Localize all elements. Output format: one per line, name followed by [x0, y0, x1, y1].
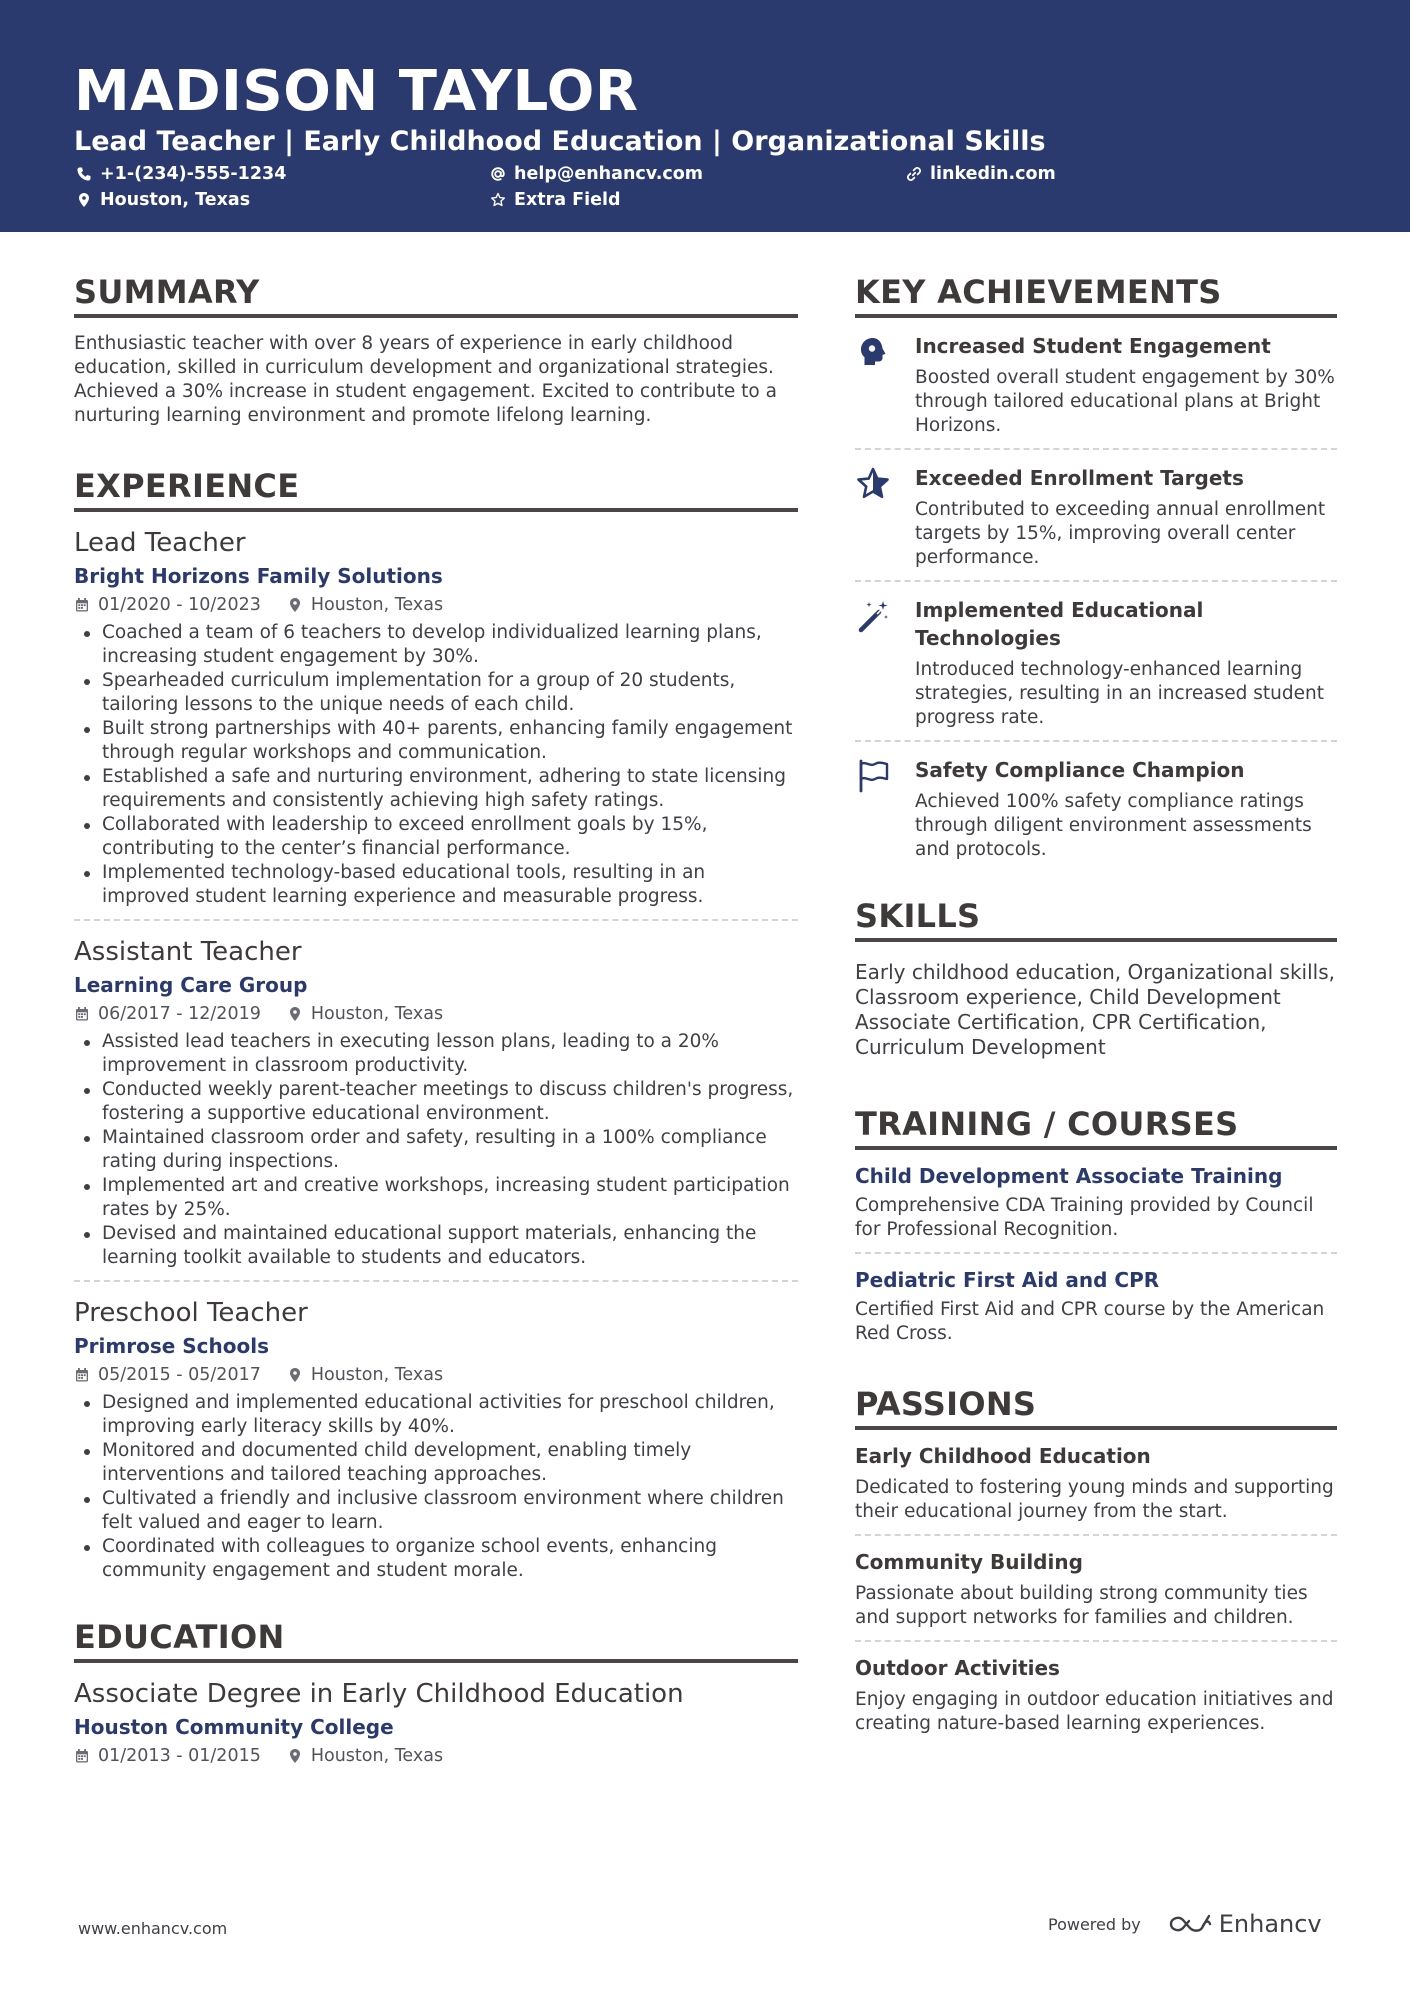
achievement-title: Increased Student Engagement: [915, 334, 1271, 358]
bullet-item: Built strong partnerships with 40+ parents, enhancing family engagement through regular workshops and communication.: [74, 717, 798, 765]
passion-item: [855, 1430, 1337, 1536]
job-bullets: [74, 1030, 798, 1270]
education-dates: 01/2013 - 01/2015: [98, 1746, 261, 1766]
job-title: Preschool Teacher: [74, 1298, 308, 1328]
achievement-icon-wrap: [855, 596, 915, 730]
location-pin-icon: [76, 192, 92, 208]
left-column: [74, 272, 798, 1778]
bullet-item: Implemented technology-based educational tools, resulting in an improved student learning experience and measurable progress.: [74, 861, 798, 909]
contact-phone: [76, 163, 286, 185]
achievements-section: [855, 272, 1337, 872]
job-location: [287, 1002, 443, 1026]
candidate-tagline: Lead Teacher | Early Childhood Education | Organizational Skills: [74, 126, 1046, 157]
course-item: [855, 1150, 1337, 1254]
achievement-desc: Introduced technology-enhanced learning strategies, resulting in an increased student progress rate.: [915, 659, 1324, 728]
candidate-name: MADISON TAYLOR: [74, 59, 639, 124]
achievement-icon-wrap: [855, 464, 915, 570]
email-text: help@enhancv.com: [514, 164, 704, 184]
passions-heading: PASSIONS: [855, 1384, 1337, 1430]
course-item: [855, 1254, 1337, 1356]
job-location-text: Houston, Texas: [310, 595, 444, 615]
location-pin-icon: [287, 597, 303, 613]
footer-branding: [1048, 1910, 1322, 1938]
job-entry: [74, 512, 798, 921]
bullet-item: Monitored and documented child development, enabling timely interventions and tailored teaching approaches.: [74, 1439, 798, 1487]
passion-title: Early Childhood Education: [855, 1444, 1151, 1468]
bullet-item: Maintained classroom order and safety, resulting in a 100% compliance rating during inspections.: [74, 1126, 798, 1174]
job-company: Primrose Schools: [74, 1334, 269, 1358]
achievement-desc: Boosted overall student engagement by 30% through tailored educational plans at Bright Horizons.: [915, 367, 1335, 436]
phone-icon: [76, 166, 92, 182]
achievement-item: [855, 450, 1337, 582]
job-dates: 05/2015 - 05/2017: [98, 1365, 261, 1385]
calendar-icon: [74, 597, 90, 613]
summary-heading: SUMMARY: [74, 272, 798, 318]
job-location-text: Houston, Texas: [310, 1004, 444, 1024]
passion-title: Community Building: [855, 1550, 1083, 1574]
job-bullets: [74, 1391, 798, 1583]
bullet-item: Assisted lead teachers in executing lesson plans, leading to a 20% improvement in classroom productivity.: [74, 1030, 798, 1078]
job-company: Learning Care Group: [74, 973, 308, 997]
location-pin-icon: [287, 1006, 303, 1022]
achievement-title: Exceeded Enrollment Targets: [915, 466, 1244, 490]
education-location: [287, 1744, 443, 1768]
bullet-item: Devised and maintained educational support materials, enhancing the learning toolkit available to students and educators.: [74, 1222, 798, 1270]
job-bullets: [74, 621, 798, 909]
contact-extra: [490, 189, 621, 211]
contact-email[interactable]: [490, 163, 703, 185]
bullet-item: Established a safe and nurturing environment, adhering to state licensing requirements and consistently achieving high safety ratings.: [74, 765, 798, 813]
course-desc: Comprehensive CDA Training provided by Council for Professional Recognition.: [855, 1195, 1314, 1240]
extra-field-text: Extra Field: [514, 190, 621, 210]
job-entry: [74, 1282, 798, 1593]
job-location: [287, 1363, 443, 1387]
achievement-item: [855, 742, 1337, 872]
passion-item: [855, 1642, 1337, 1746]
skills-text: Early childhood education, Organizational skills, Classroom experience, Child Development Associate Certification, CPR Certification, Curriculum Development: [855, 960, 1335, 1059]
head-icon: [855, 334, 891, 370]
passion-title: Outdoor Activities: [855, 1656, 1060, 1680]
achievement-icon-wrap: [855, 332, 915, 438]
passion-item: [855, 1536, 1337, 1642]
flag-icon: [855, 758, 891, 794]
calendar-icon: [74, 1367, 90, 1383]
job-location-text: Houston, Texas: [310, 1365, 444, 1385]
training-section: [855, 1104, 1337, 1356]
skills-section: [855, 896, 1337, 1060]
passions-section: [855, 1384, 1337, 1746]
course-title: Pediatric First Aid and CPR: [855, 1268, 1160, 1292]
course-title: Child Development Associate Training: [855, 1164, 1283, 1188]
star-icon: [855, 466, 891, 502]
phone-text: +1-(234)-555-1234: [100, 164, 287, 184]
course-desc: Certified First Aid and CPR course by the American Red Cross.: [855, 1299, 1325, 1344]
summary-text: Enthusiastic teacher with over 8 years of experience in early childhood education, skilled in curriculum development and organizational strategies. Achieved a 30% increase in student engagement. Excited to contribute to a nurturing learning environment and promote lifelong learning.: [74, 333, 777, 426]
education-heading: EDUCATION: [74, 1617, 798, 1663]
degree-title: Associate Degree in Early Childhood Education: [74, 1679, 684, 1709]
infinity-logo-icon: [1167, 1911, 1213, 1937]
education-section: [74, 1617, 798, 1778]
achievements-heading: KEY ACHIEVEMENTS: [855, 272, 1337, 318]
bullet-item: Implemented art and creative workshops, increasing student participation rates by 25%.: [74, 1174, 798, 1222]
passion-desc: Enjoy engaging in outdoor education initiatives and creating nature-based learning experiences.: [855, 1689, 1334, 1734]
job-location: [287, 593, 443, 617]
training-heading: TRAINING / COURSES: [855, 1104, 1337, 1150]
location-text: Houston, Texas: [100, 190, 251, 210]
powered-by-label: Powered by: [1048, 1914, 1141, 1934]
bullet-item: Collaborated with leadership to exceed enrollment goals by 15%, contributing to the center’s financial performance.: [74, 813, 798, 861]
job-meta: [74, 1002, 798, 1026]
passion-desc: Passionate about building strong community ties and support networks for families and children.: [855, 1583, 1308, 1628]
job-meta: [74, 1363, 798, 1387]
job-entry: [74, 921, 798, 1282]
magic-wand-icon: [855, 598, 891, 634]
experience-heading: EXPERIENCE: [74, 466, 798, 512]
bullet-item: Coordinated with colleagues to organize school events, enhancing community engagement and student morale.: [74, 1535, 798, 1583]
achievement-desc: Achieved 100% safety compliance ratings through diligent environment assessments and protocols.: [915, 791, 1312, 860]
education-location-text: Houston, Texas: [310, 1746, 444, 1766]
achievement-item: [855, 582, 1337, 742]
skills-heading: SKILLS: [855, 896, 1337, 942]
school-name: Houston Community College: [74, 1715, 394, 1739]
location-pin-icon: [287, 1367, 303, 1383]
education-meta: [74, 1744, 798, 1768]
at-sign-icon: [490, 166, 506, 182]
job-meta: [74, 593, 798, 617]
passion-desc: Dedicated to fostering young minds and supporting their educational journey from the start.: [855, 1477, 1334, 1522]
bullet-item: Conducted weekly parent-teacher meetings to discuss children's progress, fostering a supportive educational environment.: [74, 1078, 798, 1126]
job-dates: 06/2017 - 12/2019: [98, 1004, 261, 1024]
job-company: Bright Horizons Family Solutions: [74, 564, 443, 588]
experience-section: [74, 466, 798, 1593]
brand-logo[interactable]: [1167, 1910, 1322, 1938]
footer-website-link[interactable]: www.enhancv.com: [78, 1919, 228, 1938]
star-outline-icon: [490, 192, 506, 208]
bullet-item: Designed and implemented educational activities for preschool children, improving early literacy skills by 40%.: [74, 1391, 798, 1439]
calendar-icon: [74, 1748, 90, 1764]
job-dates: 01/2020 - 10/2023: [98, 595, 261, 615]
summary-section: [74, 272, 798, 428]
linkedin-text: linkedin.com: [930, 164, 1056, 184]
achievement-icon-wrap: [855, 756, 915, 862]
bullet-item: Coached a team of 6 teachers to develop individualized learning plans, increasing student engagement by 30%.: [74, 621, 798, 669]
right-column: [855, 272, 1337, 1746]
achievement-item: [855, 318, 1337, 450]
bullet-item: Spearheaded curriculum implementation for a group of 20 students, tailoring lessons to the unique needs of each child.: [74, 669, 798, 717]
location-pin-icon: [287, 1748, 303, 1764]
calendar-icon: [74, 1006, 90, 1022]
brand-name: Enhancv: [1218, 1910, 1322, 1938]
contact-location: [76, 189, 250, 211]
job-title: Lead Teacher: [74, 528, 246, 558]
achievement-title: Implemented Educational Technologies: [915, 598, 1204, 650]
resume-header: [0, 0, 1410, 232]
link-icon: [906, 166, 922, 182]
job-title: Assistant Teacher: [74, 937, 302, 967]
bullet-item: Cultivated a friendly and inclusive classroom environment where children felt valued and eager to learn.: [74, 1487, 798, 1535]
achievement-desc: Contributed to exceeding annual enrollment targets by 15%, improving overall center performance.: [915, 499, 1326, 568]
achievement-title: Safety Compliance Champion: [915, 758, 1245, 782]
contact-linkedin[interactable]: [906, 163, 1056, 185]
education-entry: [74, 1663, 798, 1778]
